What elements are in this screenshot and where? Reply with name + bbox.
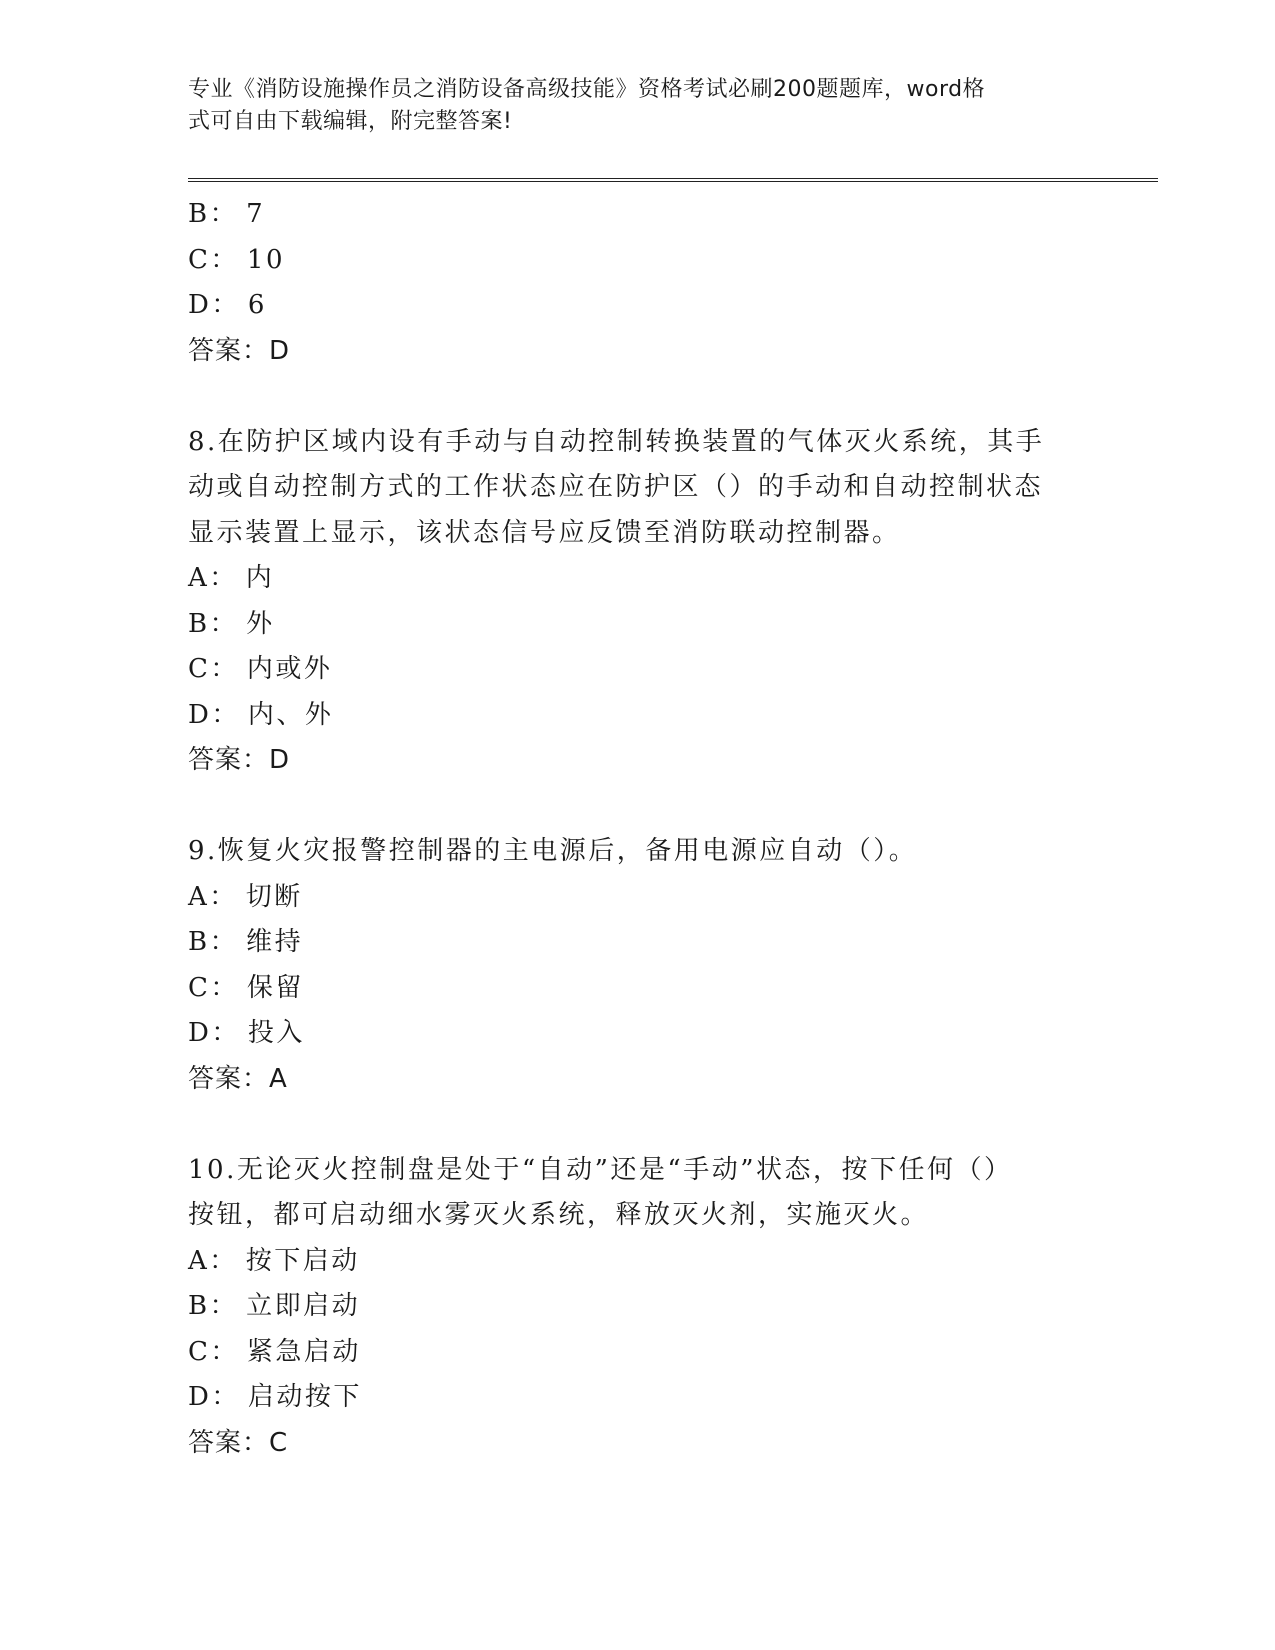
- question-stem-line: 显示装置上显示，该状态信号应反馈至消防联动控制器。: [188, 517, 901, 548]
- question-stem-line: 按钮，都可启动细水雾灭火系统，释放灭火剂，实施灭火。: [188, 1200, 930, 1230]
- option-b: B： 维持: [188, 927, 304, 957]
- option-c: C： 内或外: [188, 654, 333, 684]
- option-b: B： 7: [188, 199, 266, 229]
- answer: 答案：A: [188, 1063, 288, 1094]
- option-c: C： 10: [188, 244, 285, 275]
- option-d: D： 6: [188, 290, 267, 320]
- question-9: [188, 829, 1088, 1102]
- question-stem-line: 10.无论灭火控制盘是处于“自动”还是“手动”状态，按下任何（）: [188, 1154, 1013, 1185]
- question-10: [188, 1148, 1088, 1467]
- question-stem-line: 动或自动控制方式的工作状态应在防护区（）的手动和自动控制状态: [188, 472, 1044, 502]
- question-7-continued: [188, 192, 1088, 374]
- answer: 答案：C: [188, 1427, 289, 1458]
- spacer: [188, 374, 1088, 420]
- question-stem-line: 9.恢复火灾报警控制器的主电源后，备用电源应自动（）。: [188, 836, 918, 866]
- page-header: [188, 74, 1068, 138]
- question-content: [188, 192, 1088, 1466]
- header-line-2: 式可自由下载编辑，附完整答案!: [188, 109, 513, 134]
- option-b: B： 外: [188, 608, 275, 639]
- option-c: C： 保留: [188, 972, 304, 1003]
- option-a: A： 内: [188, 563, 275, 593]
- option-d: D： 内、外: [188, 699, 334, 730]
- header-divider: [188, 178, 1158, 182]
- header-line-1: 专业《消防设施操作员之消防设备高级技能》资格考试必刷200题题库，word格: [188, 77, 986, 102]
- option-d: D： 启动按下: [188, 1382, 362, 1412]
- answer: 答案：D: [188, 745, 291, 775]
- answer: 答案：D: [188, 335, 291, 366]
- question-stem-line: 8.在防护区域内设有手动与自动控制转换装置的气体灭火系统，其手: [188, 426, 1045, 457]
- option-a: A： 按下启动: [188, 1245, 360, 1276]
- option-d: D： 投入: [188, 1018, 305, 1048]
- option-b: B： 立即启动: [188, 1291, 361, 1321]
- question-8: [188, 420, 1088, 784]
- option-c: C： 紧急启动: [188, 1336, 361, 1367]
- spacer: [188, 1102, 1088, 1148]
- option-a: A： 切断: [188, 881, 303, 912]
- spacer: [188, 784, 1088, 830]
